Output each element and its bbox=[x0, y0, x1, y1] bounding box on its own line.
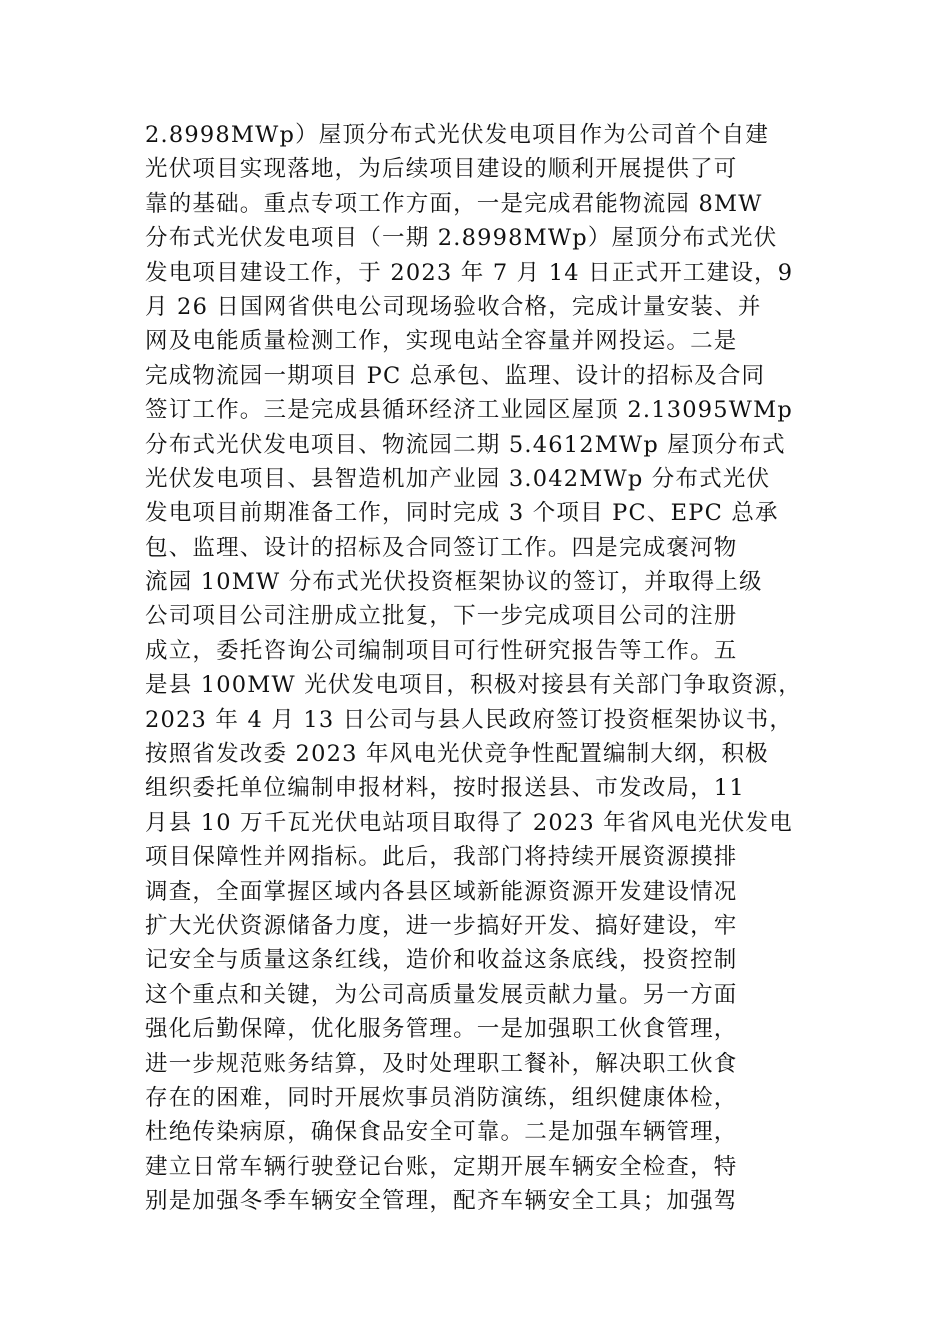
text-line: 杜绝传染病原，确保食品安全可靠。二是加强车辆管理， bbox=[145, 1119, 738, 1146]
text-line: 完成物流园一期项目 PC 总承包、监理、设计的招标及合同 bbox=[145, 362, 766, 389]
text-line: 发电项目前期准备工作，同时完成 3 个项目 PC、EPC 总承 bbox=[145, 500, 779, 527]
text-line: 记安全与质量这条红线，造价和收益这条底线，投资控制 bbox=[145, 947, 738, 974]
text-line: 2023 年 4 月 13 日公司与县人民政府签订投资框架协议书， bbox=[145, 706, 794, 733]
text-line: 按照省发改委 2023 年风电光伏竞争性配置编制大纲，积极 bbox=[145, 741, 769, 768]
text-line: 强化后勤保障，优化服务管理。一是加强职工伙食管理， bbox=[145, 1016, 738, 1043]
text-line: 组织委托单位编制申报材料，按时报送县、市发改局，11 bbox=[145, 775, 745, 802]
text-line: 2.8998MWp）屋顶分布式光伏发电项目作为公司首个自建 bbox=[145, 122, 770, 148]
text-line: 发电项目建设工作，于 2023 年 7 月 14 日正式开工建设，9 bbox=[145, 259, 794, 286]
text-line: 月 26 日国网省供电公司现场验收合格，完成计量安装、并 bbox=[145, 293, 762, 320]
text-line: 光伏发电项目、县智造机加产业园 3.042MWp 分布式光伏 bbox=[145, 465, 771, 492]
text-line: 包、监理、设计的招标及合同签订工作。四是完成褒河物 bbox=[145, 534, 738, 561]
body-text bbox=[145, 118, 825, 1219]
text-line: 别是加强冬季车辆安全管理，配齐车辆安全工具；加强驾 bbox=[145, 1188, 738, 1215]
text-line: 签订工作。三是完成县循环经济工业园区屋顶 2.13095WMp bbox=[145, 397, 793, 424]
text-line: 流园 10MW 分布式光伏投资框架协议的签订，并取得上级 bbox=[145, 569, 763, 596]
text-line: 网及电能质量检测工作，实现电站全容量并网投运。二是 bbox=[145, 328, 738, 355]
text-line: 月县 10 万千瓦光伏电站项目取得了 2023 年省风电光伏发电 bbox=[145, 809, 793, 836]
text-line: 光伏项目实现落地，为后续项目建设的顺利开展提供了可 bbox=[145, 156, 738, 183]
text-line: 公司项目公司注册成立批复，下一步完成项目公司的注册 bbox=[145, 603, 738, 630]
text-line: 成立，委托咨询公司编制项目可行性研究报告等工作。五 bbox=[145, 637, 738, 664]
text-line: 进一步规范账务结算，及时处理职工餐补，解决职工伙食 bbox=[145, 1050, 738, 1077]
text-line: 分布式光伏发电项目（一期 2.8998MWp）屋顶分布式光伏 bbox=[145, 225, 778, 252]
text-line: 调查，全面掌握区域内各县区域新能源资源开发建设情况 bbox=[145, 878, 738, 905]
text-line: 是县 100MW 光伏发电项目，积极对接县有关部门争取资源， bbox=[145, 672, 802, 699]
text-line: 存在的困难，同时开展炊事员消防演练，组织健康体检， bbox=[145, 1084, 738, 1111]
text-line: 靠的基础。重点专项工作方面，一是完成君能物流园 8MW bbox=[145, 190, 763, 217]
text-line: 建立日常车辆行驶登记台账，定期开展车辆安全检查，特 bbox=[145, 1153, 738, 1180]
text-line: 项目保障性并网指标。此后，我部门将持续开展资源摸排 bbox=[145, 844, 738, 871]
text-line: 分布式光伏发电项目、物流园二期 5.4612MWp 屋顶分布式 bbox=[145, 431, 786, 458]
text-line: 扩大光伏资源储备力度，进一步搞好开发、搞好建设，牢 bbox=[145, 912, 738, 939]
text-line: 这个重点和关键，为公司高质量发展贡献力量。另一方面 bbox=[145, 981, 738, 1008]
